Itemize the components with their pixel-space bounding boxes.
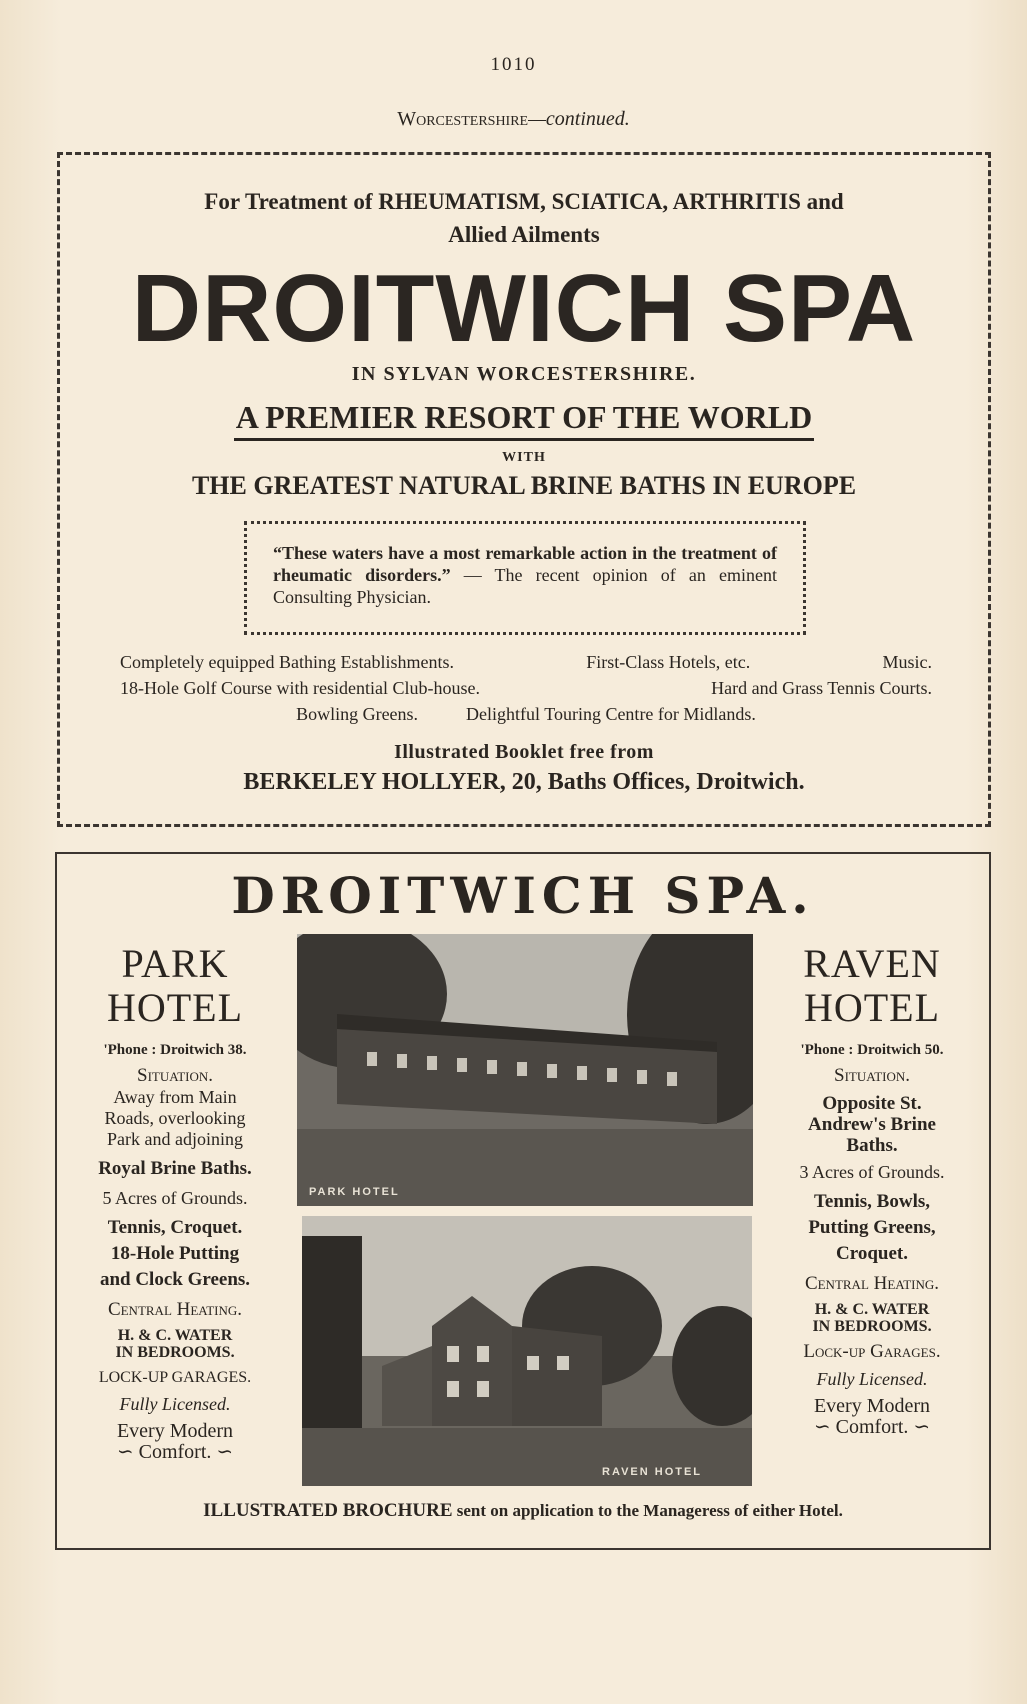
facilities-row-1 bbox=[120, 649, 932, 675]
facilities-row-2 bbox=[120, 675, 932, 701]
with-line: WITH bbox=[502, 450, 546, 465]
hotels-advert-title: DROITWICH SPA. bbox=[231, 866, 815, 925]
park-hotel-comfort-2: Comfort. bbox=[138, 1441, 212, 1463]
running-head-suffix: —continued. bbox=[528, 108, 630, 130]
raven-hotel-desc-1: Opposite St. bbox=[822, 1093, 922, 1114]
park-hotel-phone: 'Phone : Droitwich 38. bbox=[103, 1042, 247, 1058]
raven-hotel-comfort-1: Every Modern bbox=[813, 1395, 931, 1417]
raven-hotel-photo-label: RAVEN HOTEL bbox=[602, 1466, 703, 1478]
treatment-heading bbox=[60, 185, 988, 251]
raven-hotel-garages: Lock-up Garages. bbox=[803, 1341, 941, 1362]
park-hotel-water-1: H. & C. WATER bbox=[117, 1327, 233, 1344]
brine-baths-line: THE GREATEST NATURAL BRINE BATHS IN EUROPE bbox=[191, 471, 857, 500]
raven-hotel-column bbox=[769, 942, 975, 1438]
flourish-icon: ∽ bbox=[908, 1416, 931, 1438]
flourish-icon: ∽ bbox=[813, 1416, 836, 1438]
park-hotel-photo-label: PARK HOTEL bbox=[309, 1186, 400, 1198]
quote-attribution: — The recent opinion of an eminent Consulting Physician. bbox=[273, 565, 777, 607]
facilities-row-3 bbox=[120, 701, 932, 727]
raven-hotel-situation: Situation. bbox=[834, 1065, 910, 1086]
treatment-line-1: For Treatment of RHEUMATISM, SCIATICA, ARTHRITIS and bbox=[204, 189, 844, 214]
raven-hotel-acres: 3 Acres of Grounds. bbox=[799, 1162, 945, 1182]
raven-hotel-phone: 'Phone : Droitwich 50. bbox=[800, 1042, 944, 1058]
raven-hotel-desc-2: Andrew's Brine bbox=[808, 1114, 936, 1135]
raven-hotel-illustration bbox=[302, 1216, 752, 1486]
park-hotel-photo bbox=[297, 934, 753, 1206]
park-hotel-acres: 5 Acres of Grounds. bbox=[102, 1188, 248, 1208]
park-hotel-heating: Central Heating. bbox=[107, 1299, 243, 1320]
booklet-line: Illustrated Booklet free from bbox=[394, 741, 654, 763]
park-hotel-baths: Royal Brine Baths. bbox=[98, 1158, 252, 1179]
quote-text: “These waters have a most remarkable action in the treatment of rheumatic disorders.” bbox=[273, 543, 777, 585]
contact-line: BERKELEY HOLLYER, 20, Baths Offices, Droitwich. bbox=[243, 769, 805, 795]
treatment-line-2: Allied Ailments bbox=[448, 222, 600, 247]
raven-hotel-sports-3: Croquet. bbox=[836, 1243, 908, 1264]
droitwich-spa-advert bbox=[57, 152, 991, 827]
advert-title: DROITWICH SPA bbox=[131, 255, 917, 362]
raven-hotel-sports-2: Putting Greens, bbox=[808, 1217, 936, 1238]
park-hotel-desc-1: Away from Main bbox=[113, 1087, 237, 1107]
park-hotel-name-1: PARK bbox=[121, 941, 229, 986]
park-hotel-desc-2: Roads, overlooking bbox=[104, 1108, 246, 1128]
park-hotel-licensed: Fully Licensed. bbox=[119, 1394, 231, 1414]
brochure-footer-rest: sent on application to the Manageress of either Hotel. bbox=[452, 1501, 843, 1520]
park-hotel-sports-3: and Clock Greens. bbox=[99, 1269, 251, 1290]
brochure-footer-lead: ILLUSTRATED BROCHURE bbox=[203, 1500, 453, 1521]
facility-item: Completely equipped Bathing Establishments. bbox=[120, 652, 454, 672]
park-hotel-name-2: HOTEL bbox=[106, 985, 244, 1030]
park-hotel-illustration bbox=[297, 934, 753, 1206]
facility-item: 18-Hole Golf Course with residential Club-house. bbox=[120, 678, 480, 698]
running-head bbox=[0, 108, 1027, 131]
park-hotel-desc-3: Park and adjoining bbox=[107, 1129, 243, 1149]
facility-item: Delightful Touring Centre for Midlands. bbox=[466, 704, 756, 724]
park-hotel-comfort-line bbox=[75, 1442, 275, 1463]
park-hotel-sports-2: 18-Hole Putting bbox=[110, 1243, 240, 1264]
hotels-advert bbox=[55, 852, 991, 1550]
raven-hotel-desc-3: Baths. bbox=[846, 1135, 898, 1156]
park-hotel-comfort-1: Every Modern bbox=[116, 1420, 234, 1442]
page-number: 1010 bbox=[490, 54, 537, 75]
raven-hotel-name-1: RAVEN bbox=[803, 941, 941, 986]
facility-item: Hard and Grass Tennis Courts. bbox=[711, 678, 932, 698]
facility-item: Music. bbox=[882, 652, 932, 672]
facility-item: Bowling Greens. bbox=[296, 704, 419, 724]
physician-quote-box bbox=[244, 521, 806, 635]
raven-hotel-photo bbox=[302, 1216, 752, 1486]
park-hotel-garages: LOCK-UP GARAGES. bbox=[98, 1369, 252, 1386]
park-hotel-water-2: IN BEDROOMS. bbox=[115, 1344, 235, 1361]
raven-hotel-comfort-line bbox=[769, 1417, 975, 1438]
facilities-list bbox=[120, 649, 932, 727]
flourish-icon: ∽ bbox=[211, 1441, 234, 1463]
park-hotel-sports-1: Tennis, Croquet. bbox=[107, 1217, 243, 1238]
premier-resort-text: A PREMIER RESORT OF THE WORLD bbox=[234, 399, 814, 441]
park-hotel-column bbox=[75, 942, 275, 1463]
facility-item: First-Class Hotels, etc. bbox=[586, 652, 751, 672]
raven-hotel-licensed: Fully Licensed. bbox=[816, 1369, 928, 1389]
premier-resort-line bbox=[60, 399, 988, 441]
raven-hotel-water-2: IN BEDROOMS. bbox=[812, 1318, 932, 1335]
flourish-icon: ∽ bbox=[116, 1441, 139, 1463]
raven-hotel-comfort-2: Comfort. bbox=[835, 1416, 909, 1438]
park-hotel-situation: Situation. bbox=[137, 1065, 213, 1086]
location-line: IN SYLVAN WORCESTERSHIRE. bbox=[351, 363, 697, 385]
raven-hotel-name-2: HOTEL bbox=[803, 985, 941, 1030]
raven-hotel-water-1: H. & C. WATER bbox=[814, 1301, 930, 1318]
raven-hotel-sports-1: Tennis, Bowls, bbox=[814, 1191, 930, 1212]
raven-hotel-heating: Central Heating. bbox=[804, 1273, 940, 1294]
running-head-county: Worcestershire bbox=[397, 108, 529, 130]
brochure-footer bbox=[57, 1500, 989, 1522]
